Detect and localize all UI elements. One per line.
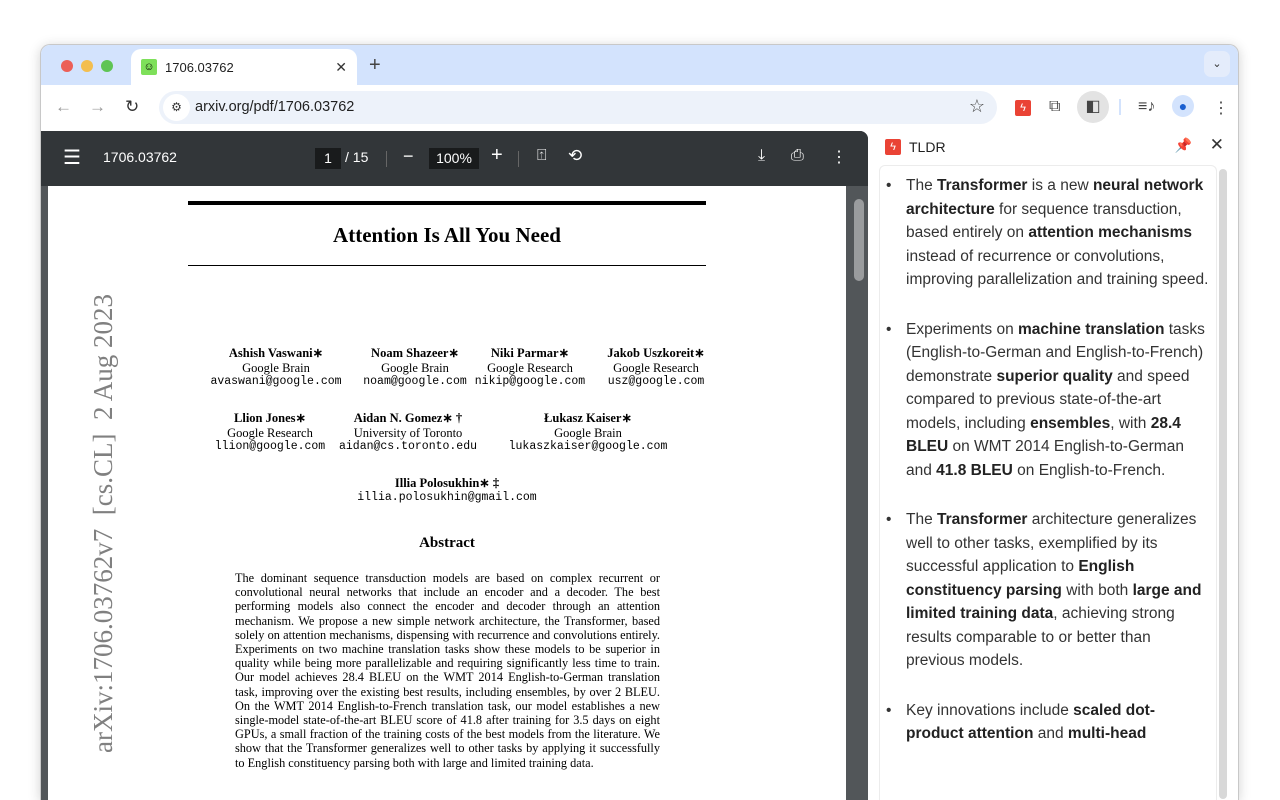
author-name: Łukasz Kaiser∗ xyxy=(544,411,632,425)
bold-term: ensembles xyxy=(1030,414,1111,432)
bold-term: large and limited training data xyxy=(906,581,1202,622)
more-menu-icon[interactable]: ⋮ xyxy=(1213,100,1229,117)
text-segment: , with xyxy=(1110,414,1151,432)
close-panel-icon[interactable]: ✕ xyxy=(1209,135,1224,154)
tab-active[interactable] xyxy=(131,49,357,85)
divider xyxy=(518,151,519,167)
author-block xyxy=(195,411,345,455)
text-segment: tasks (English-to-German and English-to-French) demonstrate xyxy=(906,320,1205,385)
maximize-window-button[interactable] xyxy=(101,60,113,72)
smiley-icon: ☺ xyxy=(141,59,157,75)
tab-close-icon[interactable]: ✕ xyxy=(335,58,347,75)
author-affiliation: Google Research xyxy=(227,425,313,440)
text-segment: with both xyxy=(1061,581,1133,599)
summary-bullet xyxy=(906,508,1210,673)
author-block xyxy=(581,346,731,390)
side-panel xyxy=(869,131,1239,800)
text-segment: Experiments on xyxy=(906,320,1018,338)
author-name: Llion Jones∗ xyxy=(234,411,306,425)
page-number-input[interactable]: 1 xyxy=(315,148,341,169)
bold-term: Transformer xyxy=(937,177,1028,194)
bold-term: English constituency parsing xyxy=(906,558,1135,599)
zoom-level-input[interactable]: 100% xyxy=(429,148,479,169)
author-block xyxy=(337,476,557,505)
forward-arrow-icon[interactable]: → xyxy=(89,97,106,116)
paper-title: Attention Is All You Need xyxy=(333,223,561,247)
tldr-extension-icon[interactable]: ϟ xyxy=(1015,98,1031,116)
pdf-page xyxy=(48,186,846,800)
bookmark-star-icon[interactable]: ☆ xyxy=(968,96,985,116)
browser-toolbar xyxy=(41,85,1238,129)
text-segment: instead of recurrence or convolutions, improving parallelization and training speed. xyxy=(906,247,1209,288)
address-bar[interactable] xyxy=(159,91,997,124)
rotate-icon[interactable]: ⟲ xyxy=(568,146,583,165)
author-name: Illia Polosukhin∗ ‡ xyxy=(394,476,500,490)
arxiv-stamp: arXiv:1706.03762v7 [cs.CL] 2 Aug 2023 xyxy=(88,294,118,753)
text-segment: on WMT 2014 English-to-German and xyxy=(906,438,1184,479)
author-email: noam@google.com xyxy=(363,375,467,388)
author-email: aidan@cs.toronto.edu xyxy=(338,440,478,453)
abstract-text: The dominant sequence transduction models are based on complex recurrent or convolutional neural networks that include an encoder and a decoder. The best performing models also connect the encoder and decoder through an attention mechanism. We propose a new simple network architecture, the Transformer, based solely on attention mechanisms, dispensing with recurrence and convolutions entirely. Experiments on two machine translation tasks show these models to be superior in quality while being more parallelizable and requiring significantly less time to train. Our model achieves 28.4 BLEU on the WMT 2014 English-to-German translation task, improving over the existing best results, including ensembles, by over 2 BLEU. On the WMT 2014 English-to-French translation task, our model establishes a new single-model state-of-the-art BLEU score of 41.8 after training for 3.5 days on eight GPUs, a small fraction of the training costs of the best models from the literature. We show that the Transformer generalizes well to other tasks by applying it successfully to English constituency parsing both with large and limited training data. xyxy=(235,571,660,770)
author-name: Jakob Uszkoreit∗ xyxy=(607,346,705,360)
tab-search-chevron-down-icon[interactable]: ⌄ xyxy=(1204,51,1230,77)
side-panel-scrollbar[interactable] xyxy=(1219,169,1227,799)
bold-term: 41.8 BLEU xyxy=(936,461,1013,479)
author-block xyxy=(488,411,688,455)
back-arrow-icon[interactable]: ← xyxy=(55,97,72,116)
minimize-window-button[interactable] xyxy=(81,60,93,72)
title-rule-bottom xyxy=(188,265,706,266)
divider xyxy=(386,151,387,167)
bold-term: Transformer xyxy=(937,511,1028,528)
text-segment: and speed compared to previous state-of-the-art models, including xyxy=(906,367,1190,432)
summary-bullet xyxy=(906,174,1210,292)
author-email: avaswani@google.com xyxy=(210,375,342,388)
bold-term: 28.4 BLEU xyxy=(906,414,1181,455)
bold-term: neural network architecture xyxy=(906,177,1204,218)
pdf-viewer xyxy=(41,131,868,800)
author-email: nikip@google.com xyxy=(474,375,586,388)
author-block xyxy=(201,346,351,390)
pdf-toolbar xyxy=(41,131,868,186)
pdf-title: 1706.03762 xyxy=(103,149,177,165)
text-segment: and xyxy=(1033,725,1068,742)
author-name: Ashish Vaswani∗ xyxy=(228,346,324,360)
author-name: Aidan N. Gomez∗ † xyxy=(353,411,463,425)
new-tab-button[interactable]: + xyxy=(369,54,381,76)
fit-page-icon[interactable]: ⍐ xyxy=(537,147,547,164)
author-email: illia.polosukhin@gmail.com xyxy=(357,490,537,504)
text-segment: on English-to-French. xyxy=(1012,461,1166,479)
author-name: Noam Shazeer∗ xyxy=(371,346,459,360)
reload-icon[interactable]: ↻ xyxy=(125,97,140,116)
browser-window xyxy=(40,44,1239,800)
zoom-in-button[interactable]: + xyxy=(491,144,503,166)
extensions-puzzle-icon[interactable]: ⧉ xyxy=(1049,98,1061,115)
text-segment: architecture generalizes well to other tasks, exemplified by its successful application to xyxy=(906,511,1197,575)
side-panel-title: TLDR xyxy=(909,139,946,155)
text-segment: is a new xyxy=(1027,177,1093,194)
bold-term: attention mechanisms xyxy=(1028,224,1193,241)
tab-title: 1706.03762 xyxy=(165,59,234,75)
author-affiliation: Google Research xyxy=(487,360,573,375)
author-affiliation: Google Research xyxy=(613,360,699,375)
text-segment: , achieving strong results comparable to or better than previous models. xyxy=(906,605,1175,669)
text-segment: The xyxy=(906,177,938,194)
summary-card xyxy=(879,165,1217,800)
author-block xyxy=(333,411,483,455)
title-rule-top xyxy=(188,201,706,205)
bold-term: multi-head xyxy=(1067,725,1147,742)
author-affiliation: University of Toronto xyxy=(353,425,463,440)
zoom-out-button[interactable]: − xyxy=(403,146,414,166)
side-panel-icon[interactable]: ◧ xyxy=(1077,91,1109,123)
menu-hamburger-icon[interactable]: ☰ xyxy=(63,147,81,169)
abstract-heading: Abstract xyxy=(419,535,475,551)
author-email: usz@google.com xyxy=(607,375,705,388)
media-queue-icon[interactable]: ≡♪ xyxy=(1138,98,1156,115)
profile-avatar-icon[interactable]: ● xyxy=(1172,95,1194,117)
bold-term: superior quality xyxy=(996,367,1113,385)
url-text[interactable]: arxiv.org/pdf/1706.03762 xyxy=(195,99,355,115)
summary-bullet xyxy=(906,318,1210,483)
print-icon[interactable]: ⎙ xyxy=(791,147,804,164)
tab-strip xyxy=(41,45,1238,85)
divider xyxy=(1119,99,1121,115)
summary-bullet xyxy=(906,699,1210,746)
author-affiliation: Google Brain xyxy=(242,360,310,375)
author-email: llion@google.com xyxy=(214,440,326,453)
bold-term: scaled dot-product attention xyxy=(906,701,1155,742)
site-settings-icon[interactable]: ⚙ xyxy=(163,94,190,121)
pdf-scrollbar[interactable] xyxy=(854,199,864,281)
pdf-more-icon[interactable]: ⋮ xyxy=(831,149,847,166)
total-pages: / 15 xyxy=(345,149,369,165)
text-segment: The xyxy=(906,511,938,528)
pin-icon[interactable]: 📌 xyxy=(1174,137,1192,153)
bold-term: machine translation xyxy=(1018,320,1165,338)
author-name: Niki Parmar∗ xyxy=(490,346,570,360)
text-segment: for sequence transduction, based entirely on xyxy=(906,200,1182,241)
download-icon[interactable]: ⤓ xyxy=(758,147,766,164)
author-affiliation: Google Brain xyxy=(554,425,622,440)
side-panel-header xyxy=(885,139,946,155)
text-segment: Key innovations include xyxy=(906,701,1074,719)
close-window-button[interactable] xyxy=(61,60,73,72)
tldr-logo-icon: ϟ xyxy=(885,139,901,155)
author-affiliation: Google Brain xyxy=(381,360,449,375)
author-email: lukaszkaiser@google.com xyxy=(508,440,668,453)
